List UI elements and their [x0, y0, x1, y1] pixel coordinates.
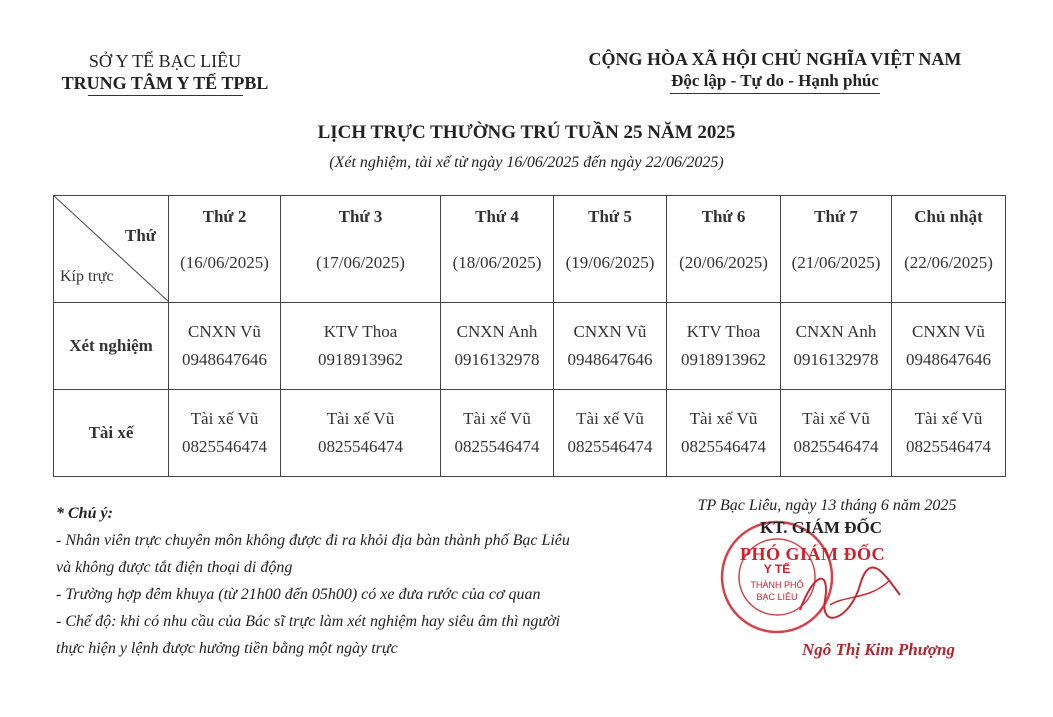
staff-phone: 0916132978	[793, 350, 879, 369]
note-line: và không được tắt điện thoại di động	[56, 559, 293, 576]
shift-cell	[667, 303, 781, 390]
day-header	[441, 196, 554, 303]
staff-name: CNXN Anh	[456, 322, 538, 341]
staff-name: Tài xế Vũ	[802, 409, 870, 428]
staff-phone: 0948647646	[906, 350, 991, 369]
place-date: TP Bạc Liêu, ngày 13 tháng 6 năm 2025	[697, 497, 957, 514]
shift-cell	[281, 303, 441, 390]
staff-name: CNXN Vũ	[573, 322, 647, 341]
note-line: - Nhân viên trực chuyên môn không được đi ra khỏi địa bàn thành phố Bạc Liêu	[56, 532, 570, 549]
document-subtitle: (Xét nghiệm, tài xế từ ngày 16/06/2025 đến ngày 22/06/2025)	[329, 154, 724, 171]
shift-cell	[781, 390, 892, 477]
table-header-row	[54, 196, 1006, 303]
staff-phone: 0825546474	[318, 437, 403, 456]
handwritten-signature	[790, 560, 910, 630]
staff-phone: 0948647646	[182, 350, 267, 369]
org-name: TRUNG TÂM Y TẾ TPBL	[61, 73, 269, 93]
notes-title: * Chú ý:	[56, 505, 113, 522]
svg-text:Y TẾ: Y TẾ	[763, 562, 791, 576]
staff-phone: 0918913962	[318, 350, 403, 369]
staff-name: Tài xế Vũ	[463, 409, 531, 428]
day-date: (20/06/2025)	[679, 253, 768, 272]
header-right	[560, 48, 990, 94]
staff-phone: 0825546474	[793, 437, 879, 456]
staff-name: CNXN Vũ	[912, 322, 985, 341]
day-header	[169, 196, 281, 303]
corner-label-shift: Kíp trực	[60, 268, 114, 285]
day-name: Chủ nhật	[914, 207, 983, 226]
staff-phone: 0825546474	[567, 437, 653, 456]
signatory-kt-role: KT. GIÁM ĐỐC	[760, 518, 882, 537]
staff-name: KTV Thoa	[686, 322, 761, 341]
staff-name: CNXN Vũ	[188, 322, 261, 341]
shift-cell	[667, 390, 781, 477]
corner-label-day: Thứ	[125, 226, 156, 245]
signer-name: Ngô Thị Kim Phượng	[802, 640, 955, 659]
motto-underline	[670, 93, 880, 94]
shift-cell	[169, 303, 281, 390]
shift-cell	[169, 390, 281, 477]
svg-text:THÀNH PHỐ: THÀNH PHỐ	[750, 580, 804, 590]
staff-name: KTV Thoa	[323, 322, 398, 341]
svg-text:BẠC LIÊU: BẠC LIÊU	[756, 592, 798, 602]
day-header	[781, 196, 892, 303]
row-label: Tài xế	[54, 390, 169, 477]
staff-name: Tài xế Vũ	[576, 409, 644, 428]
staff-name: Tài xế Vũ	[190, 409, 259, 428]
day-header	[892, 196, 1006, 303]
staff-phone: 0918913962	[681, 350, 766, 369]
staff-phone: 0825546474	[454, 437, 540, 456]
day-name: Thứ 7	[814, 207, 858, 226]
day-date: (22/06/2025)	[904, 253, 993, 272]
staff-phone: 0948647646	[567, 350, 653, 369]
shift-cell	[781, 303, 892, 390]
shift-cell	[892, 390, 1006, 477]
day-date: (16/06/2025)	[180, 253, 269, 272]
staff-name: Tài xế Vũ	[914, 409, 983, 428]
table-row-driver	[54, 390, 1006, 477]
notes-section	[56, 500, 666, 662]
day-header	[281, 196, 441, 303]
staff-name: Tài xế Vũ	[326, 409, 395, 428]
country-name: CỘNG HÒA XÃ HỘI CHỦ NGHĨA VIỆT NAM	[588, 49, 962, 69]
shift-cell	[281, 390, 441, 477]
shift-cell	[554, 303, 667, 390]
shift-cell	[441, 390, 554, 477]
staff-phone: 0825546474	[182, 437, 267, 456]
day-name: Thứ 5	[588, 207, 632, 226]
note-line: - Trường hợp đêm khuya (từ 21h00 đến 05h00) có xe đưa rước của cơ quan	[56, 586, 541, 603]
shift-cell	[441, 303, 554, 390]
day-name: Thứ 3	[338, 207, 383, 226]
day-header	[554, 196, 667, 303]
national-motto: Độc lập - Tự do - Hạnh phúc	[671, 71, 879, 90]
corner-cell	[54, 196, 169, 303]
shift-cell	[892, 303, 1006, 390]
note-line: - Chế độ: khi có nhu cầu của Bác sĩ trực làm xét nghiệm hay siêu âm thì người	[56, 613, 561, 630]
staff-phone: 0825546474	[906, 437, 991, 456]
day-header	[667, 196, 781, 303]
document-title: LỊCH TRỰC THƯỜNG TRÚ TUẦN 25 NĂM 2025	[317, 122, 736, 143]
note-line: thực hiện y lệnh được hưởng tiền bằng một ngày trực	[56, 640, 398, 657]
org-parent: SỞ Y TẾ BẠC LIÊU	[88, 51, 242, 71]
table-row-lab	[54, 303, 1006, 390]
day-date: (21/06/2025)	[791, 253, 881, 272]
staff-name: CNXN Anh	[795, 322, 877, 341]
day-name: Thứ 4	[475, 207, 519, 226]
day-date: (19/06/2025)	[565, 253, 655, 272]
day-date: (17/06/2025)	[316, 253, 405, 272]
schedule-table	[53, 195, 1006, 477]
signatory-role: PHÓ GIÁM ĐỐC	[740, 544, 885, 564]
day-date: (18/06/2025)	[452, 253, 542, 272]
org-underline	[88, 95, 243, 96]
staff-phone: 0825546474	[681, 437, 766, 456]
staff-phone: 0916132978	[454, 350, 540, 369]
header-left	[40, 50, 290, 96]
shift-cell	[554, 390, 667, 477]
row-label: Xét nghiệm	[54, 303, 169, 390]
day-name: Thứ 2	[202, 207, 247, 226]
staff-name: Tài xế Vũ	[689, 409, 758, 428]
corner-diagonal	[54, 196, 169, 302]
day-name: Thứ 6	[701, 207, 746, 226]
